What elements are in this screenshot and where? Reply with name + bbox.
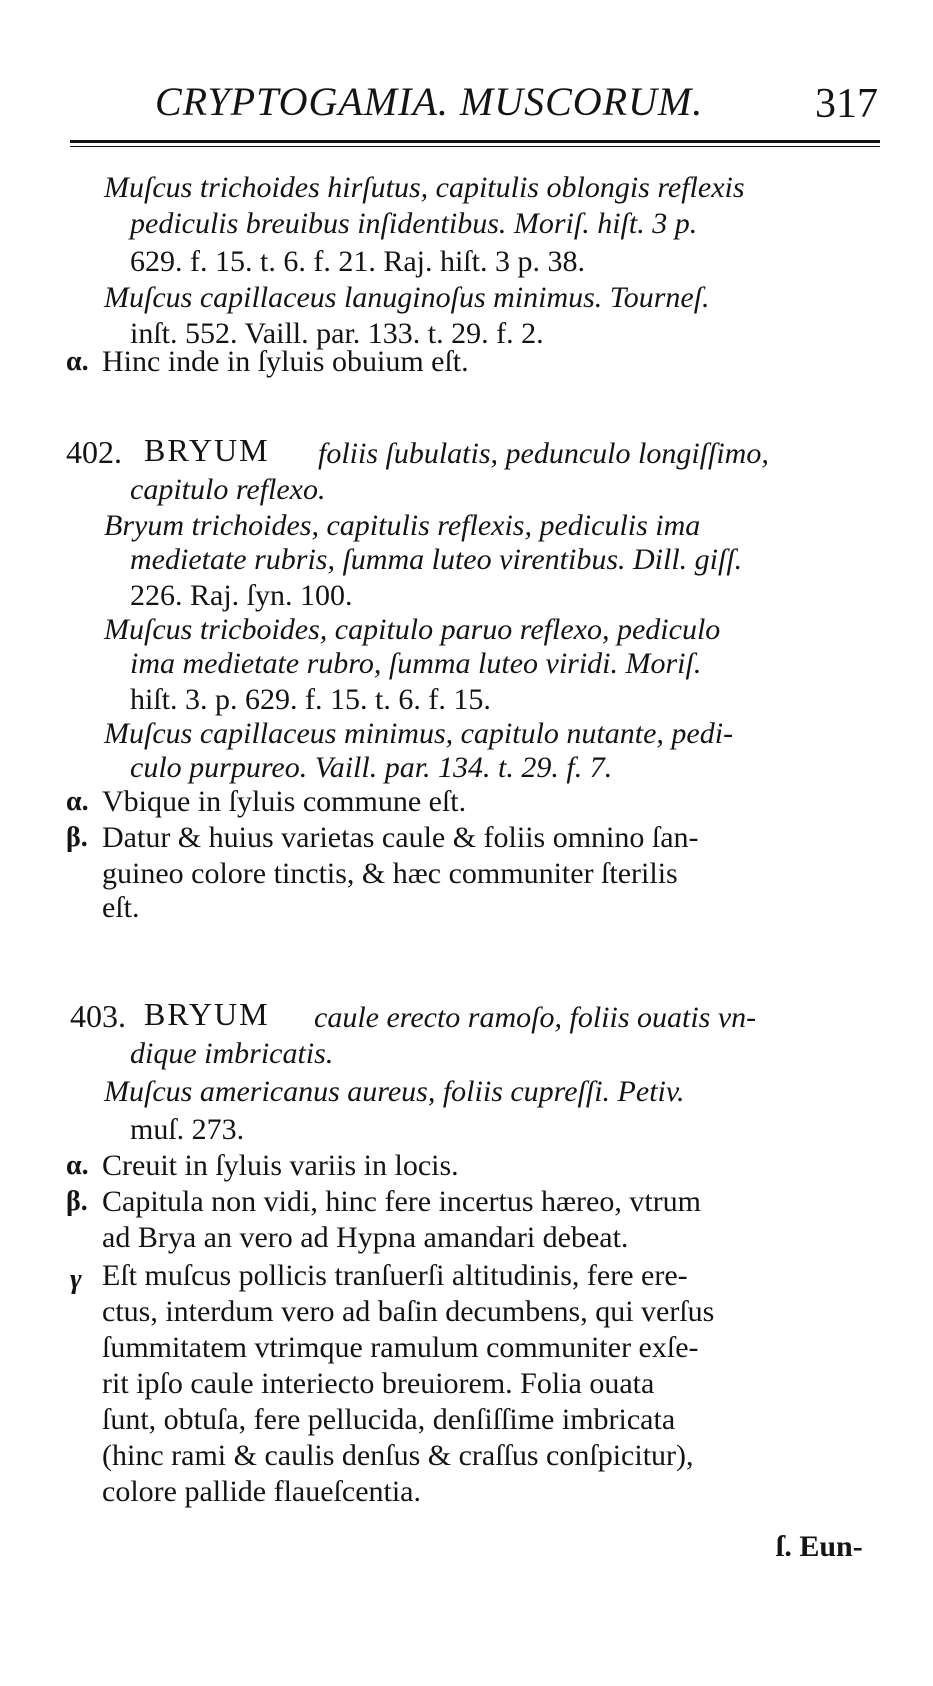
text-line: pediculis breuibus inſidentibus. Moriſ. hiſt. 3 p. — [130, 207, 698, 240]
text-line: 629. f. 15. t. 6. f. 21. Raj. hiſt. 3 p. 38. — [130, 245, 585, 278]
entry-number: 402. — [66, 434, 122, 470]
text-line: colore pallide flaueſcentia. — [102, 1475, 421, 1508]
text-line: ctus, interdum vero ad baſin decumbens, qui verſus — [102, 1295, 715, 1328]
text-line: Creuit in ſyluis variis in locis. — [102, 1149, 459, 1182]
text-line: Vbique in ſyluis commune eſt. — [102, 785, 467, 818]
header-rule — [70, 140, 880, 147]
text-line: ima medietate rubro, ſumma luteo viridi. Moriſ. — [130, 647, 702, 680]
text-line: Muſcus americanus aureus, foliis cupreſſi. Petiv. — [104, 1075, 685, 1108]
text-line: (hinc rami & caulis denſus & craſſus conſpicitur), — [102, 1439, 694, 1472]
beta-marker: β. — [66, 822, 88, 853]
text-line: hiſt. 3. p. 629. f. 15. t. 6. f. 15. — [130, 683, 491, 716]
gamma-marker: γ — [70, 1264, 82, 1295]
text-line: Capitula non vidi, hinc fere incertus hæreo, vtrum — [102, 1185, 702, 1218]
text-line: Muſcus trichoides hirſutus, capitulis oblongis reflexis — [104, 171, 745, 204]
text-line: culo purpureo. Vaill. par. 134. t. 29. f. 7. — [130, 751, 613, 784]
text-line: Datur & huius varietas caule & foliis omnino ſan- — [102, 821, 699, 854]
text-line: Hinc inde in ſyluis obuium eſt. — [102, 345, 469, 378]
catchword: ſ. Eun- — [776, 1530, 863, 1563]
alpha-marker: α. — [66, 346, 89, 377]
running-title: CRYPTOGAMIA. MUSCORUM. — [155, 79, 704, 124]
text-line: guineo colore tinctis, & hæc communiter ſterilis — [102, 857, 678, 890]
text-line: ad Brya an vero ad Hypna amandari debeat. — [102, 1221, 629, 1254]
entry-number: 403. — [70, 998, 126, 1034]
text-line: Muſcus tricboides, capitulo paruo reflexo, pediculo — [104, 613, 721, 646]
text-line: muſ. 273. — [130, 1113, 245, 1146]
beta-marker: β. — [66, 1186, 88, 1217]
genus-name: BRYUM — [144, 432, 270, 468]
text-line: inſt. 552. Vaill. par. 133. t. 29. f. 2. — [130, 317, 544, 350]
text-line: Muſcus capillaceus minimus, capitulo nutante, pedi- — [104, 717, 734, 750]
text-line: 226. Raj. ſyn. 100. — [130, 579, 353, 612]
diagnosis: capitulo reflexo. — [130, 473, 326, 506]
page-number: 317 — [815, 81, 878, 127]
text-line: eſt. — [102, 891, 140, 924]
diagnosis: dique imbricatis. — [130, 1037, 334, 1070]
text-line: ſunt, obtuſa, fere pellucida, denſiſſime imbricata — [102, 1403, 676, 1436]
genus-name: BRYUM — [144, 996, 270, 1032]
text-line: rit ipſo caule interiecto breuiorem. Folia ouata — [102, 1367, 655, 1400]
text-line: Muſcus capillaceus lanuginoſus minimus. Tourneſ. — [104, 281, 710, 314]
alpha-marker: α. — [66, 786, 89, 817]
text-line: Bryum trichoides, capitulis reflexis, pediculis ima — [104, 509, 701, 542]
text-line: Eſt muſcus pollicis tranſuerſi altitudinis, fere ere- — [102, 1259, 688, 1292]
diagnosis: caule erecto ramoſo, foliis ouatis vn- — [314, 1001, 757, 1034]
alpha-marker: α. — [66, 1150, 89, 1181]
text-line: ſummitatem vtrimque ramulum communiter exſe- — [102, 1331, 699, 1364]
diagnosis: foliis ſubulatis, pedunculo longiſſimo, — [318, 437, 769, 470]
page-header — [70, 72, 880, 132]
text-line: medietate rubris, ſumma luteo virentibus. Dill. giſſ. — [130, 543, 743, 576]
